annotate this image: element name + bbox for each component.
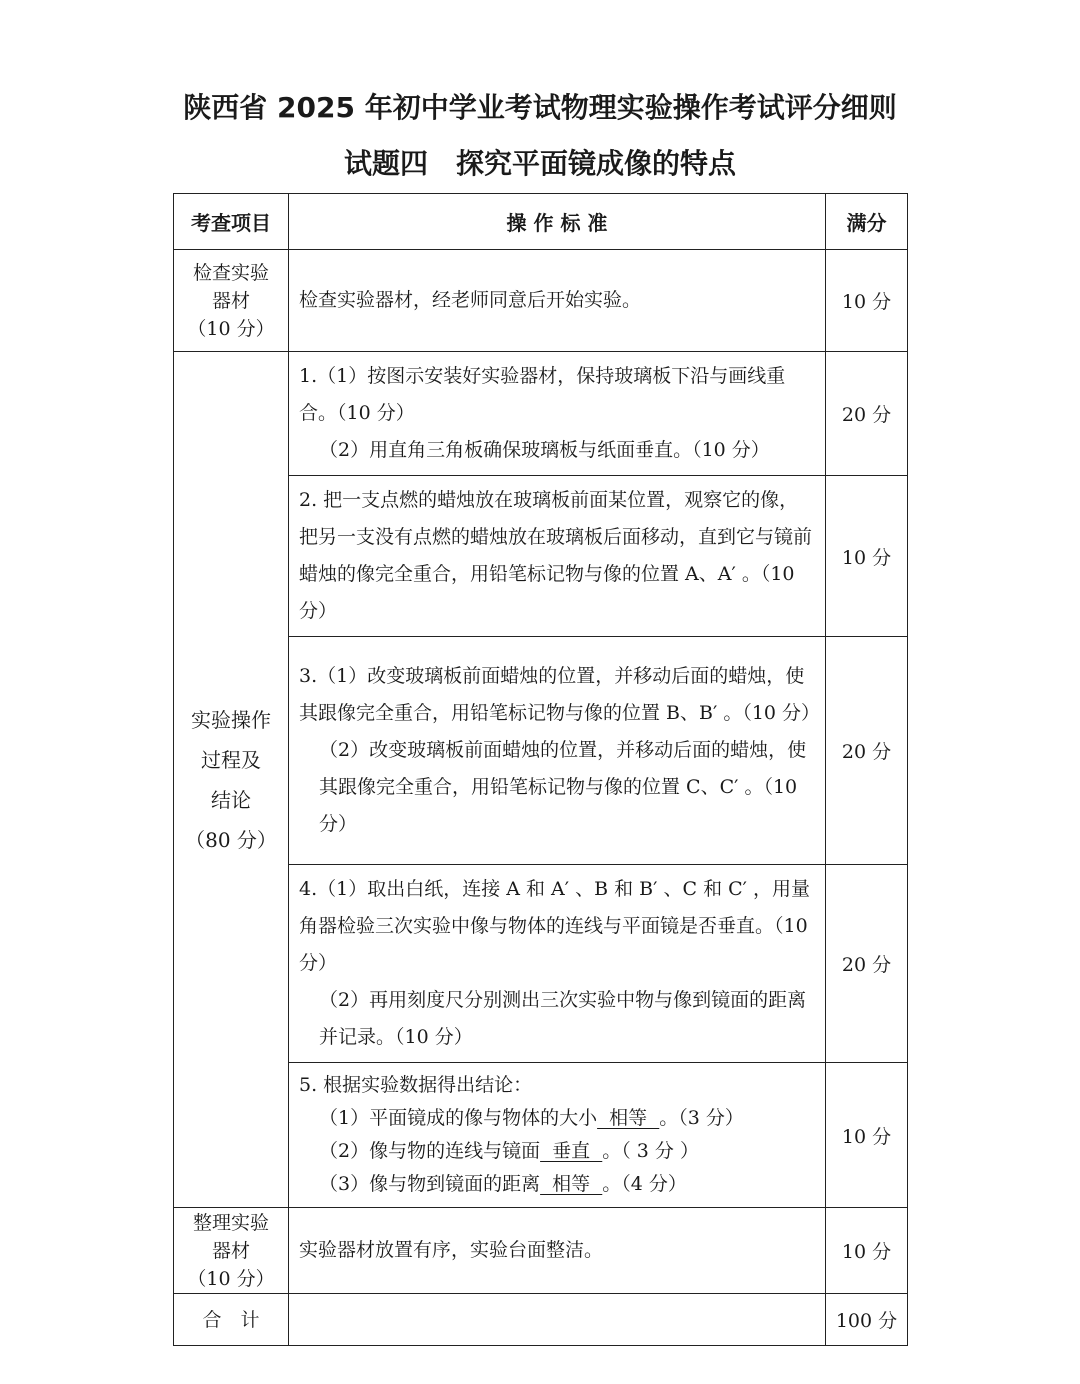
step3-line1: 3.（1）改变玻璃板前面蜡烛的位置，并移动后面的蜡烛，使其跟像完全重合，用铅笔标记物与像的位置 B、B′ 。（10 分） [299, 665, 821, 724]
step5-intro: 5. 根据实验数据得出结论： [299, 1074, 533, 1096]
standard-step3 [289, 637, 826, 865]
step5-conclusion-1 [299, 1102, 815, 1135]
step4-line2: （2）再用刻度尺分别测出三次实验中物与像到镜面的距离并记录。（10 分） [319, 989, 807, 1048]
step5-conclusion-3 [299, 1168, 815, 1201]
item-check [174, 250, 289, 352]
score-step2: 10 分 [826, 476, 908, 637]
step4-line1: 4.（1）取出白纸，连接 A 和 A′ 、B 和 B′ 、C 和 C′ ，用量角器检验三次实验中像与物体的连线与平面镜是否垂直。（10 分） [299, 878, 810, 974]
item-check-line: （10 分） [187, 317, 275, 340]
header-standard: 操 作 标 准 [289, 194, 826, 250]
table-row-tidy [174, 1208, 908, 1294]
step5-conclusion-2 [299, 1135, 815, 1168]
table-row-check [174, 250, 908, 352]
total-label: 合 计 [174, 1294, 289, 1346]
conclusion-3-prefix: （3）像与物到镜面的距离 [319, 1173, 541, 1195]
item-tidy-line: 器材 [211, 1239, 250, 1262]
item-process-line: 过程及 [201, 747, 261, 772]
conclusion-3-suffix: 。（4 分） [602, 1173, 687, 1195]
score-step1: 20 分 [826, 352, 908, 476]
document-title: 陕西省 2025 年初中学业考试物理实验操作考试评分细则 [183, 91, 897, 124]
conclusion-1-answer: 相等 [597, 1107, 660, 1129]
standard-step2 [289, 476, 826, 637]
table-header-row [174, 194, 908, 250]
conclusion-1-prefix: （1）平面镜成的像与物体的大小 [319, 1107, 598, 1129]
score-check: 10 分 [826, 250, 908, 352]
standard-step5 [289, 1063, 826, 1208]
item-check-line: 检查实验 [192, 261, 269, 284]
score-tidy: 10 分 [826, 1208, 908, 1294]
step1-line2: （2）用直角三角板确保玻璃板与纸面垂直。（10 分） [319, 439, 770, 461]
score-step5: 10 分 [826, 1063, 908, 1208]
total-score: 100 分 [826, 1294, 908, 1346]
item-process-line: 结论 [211, 787, 251, 812]
step1-line1: 1.（1）按图示安装好实验器材，保持玻璃板下沿与画线重合。（10 分） [299, 365, 786, 424]
scoring-table [173, 193, 908, 1346]
conclusion-2-answer: 垂直 [540, 1140, 603, 1162]
header-score: 满分 [826, 194, 908, 250]
item-tidy [174, 1208, 289, 1294]
item-check-line: 器材 [211, 289, 250, 312]
item-process-line: 实验操作 [191, 707, 271, 732]
header-item: 考查项目 [174, 194, 289, 250]
item-tidy-line: （10 分） [187, 1267, 275, 1290]
conclusion-3-answer: 相等 [540, 1173, 603, 1195]
score-step4: 20 分 [826, 865, 908, 1063]
standard-step4 [289, 865, 826, 1063]
item-process [174, 352, 289, 1208]
step3-line2: （2）改变玻璃板前面蜡烛的位置，并移动后面的蜡烛，使其跟像完全重合，用铅笔标记物与像的位置 C、C′ 。（10 分） [319, 739, 807, 835]
conclusion-1-suffix: 。（3 分） [659, 1107, 744, 1129]
table-row-total [174, 1294, 908, 1346]
conclusion-2-suffix: 。（ 3 分 ） [602, 1140, 699, 1162]
standard-step1 [289, 352, 826, 476]
item-process-line: （80 分） [185, 827, 277, 852]
standard-check: 检查实验器材，经老师同意后开始实验。 [289, 250, 826, 352]
table-row-step1 [174, 352, 908, 476]
step2-text: 2. 把一支点燃的蜡烛放在玻璃板前面某位置，观察它的像，把另一支没有点燃的蜡烛放在玻璃板后面移动，直到它与镜前蜡烛的像完全重合，用铅笔标记物与像的位置 A、A′ 。（10 分） [299, 489, 813, 622]
standard-tidy: 实验器材放置有序，实验台面整洁。 [289, 1208, 826, 1294]
conclusion-2-prefix: （2）像与物的连线与镜面 [319, 1140, 541, 1162]
item-tidy-line: 整理实验 [192, 1211, 269, 1234]
document-subtitle: 试题四 探究平面镜成像的特点 [343, 147, 736, 180]
score-step3: 20 分 [826, 637, 908, 865]
total-standard [289, 1294, 826, 1346]
